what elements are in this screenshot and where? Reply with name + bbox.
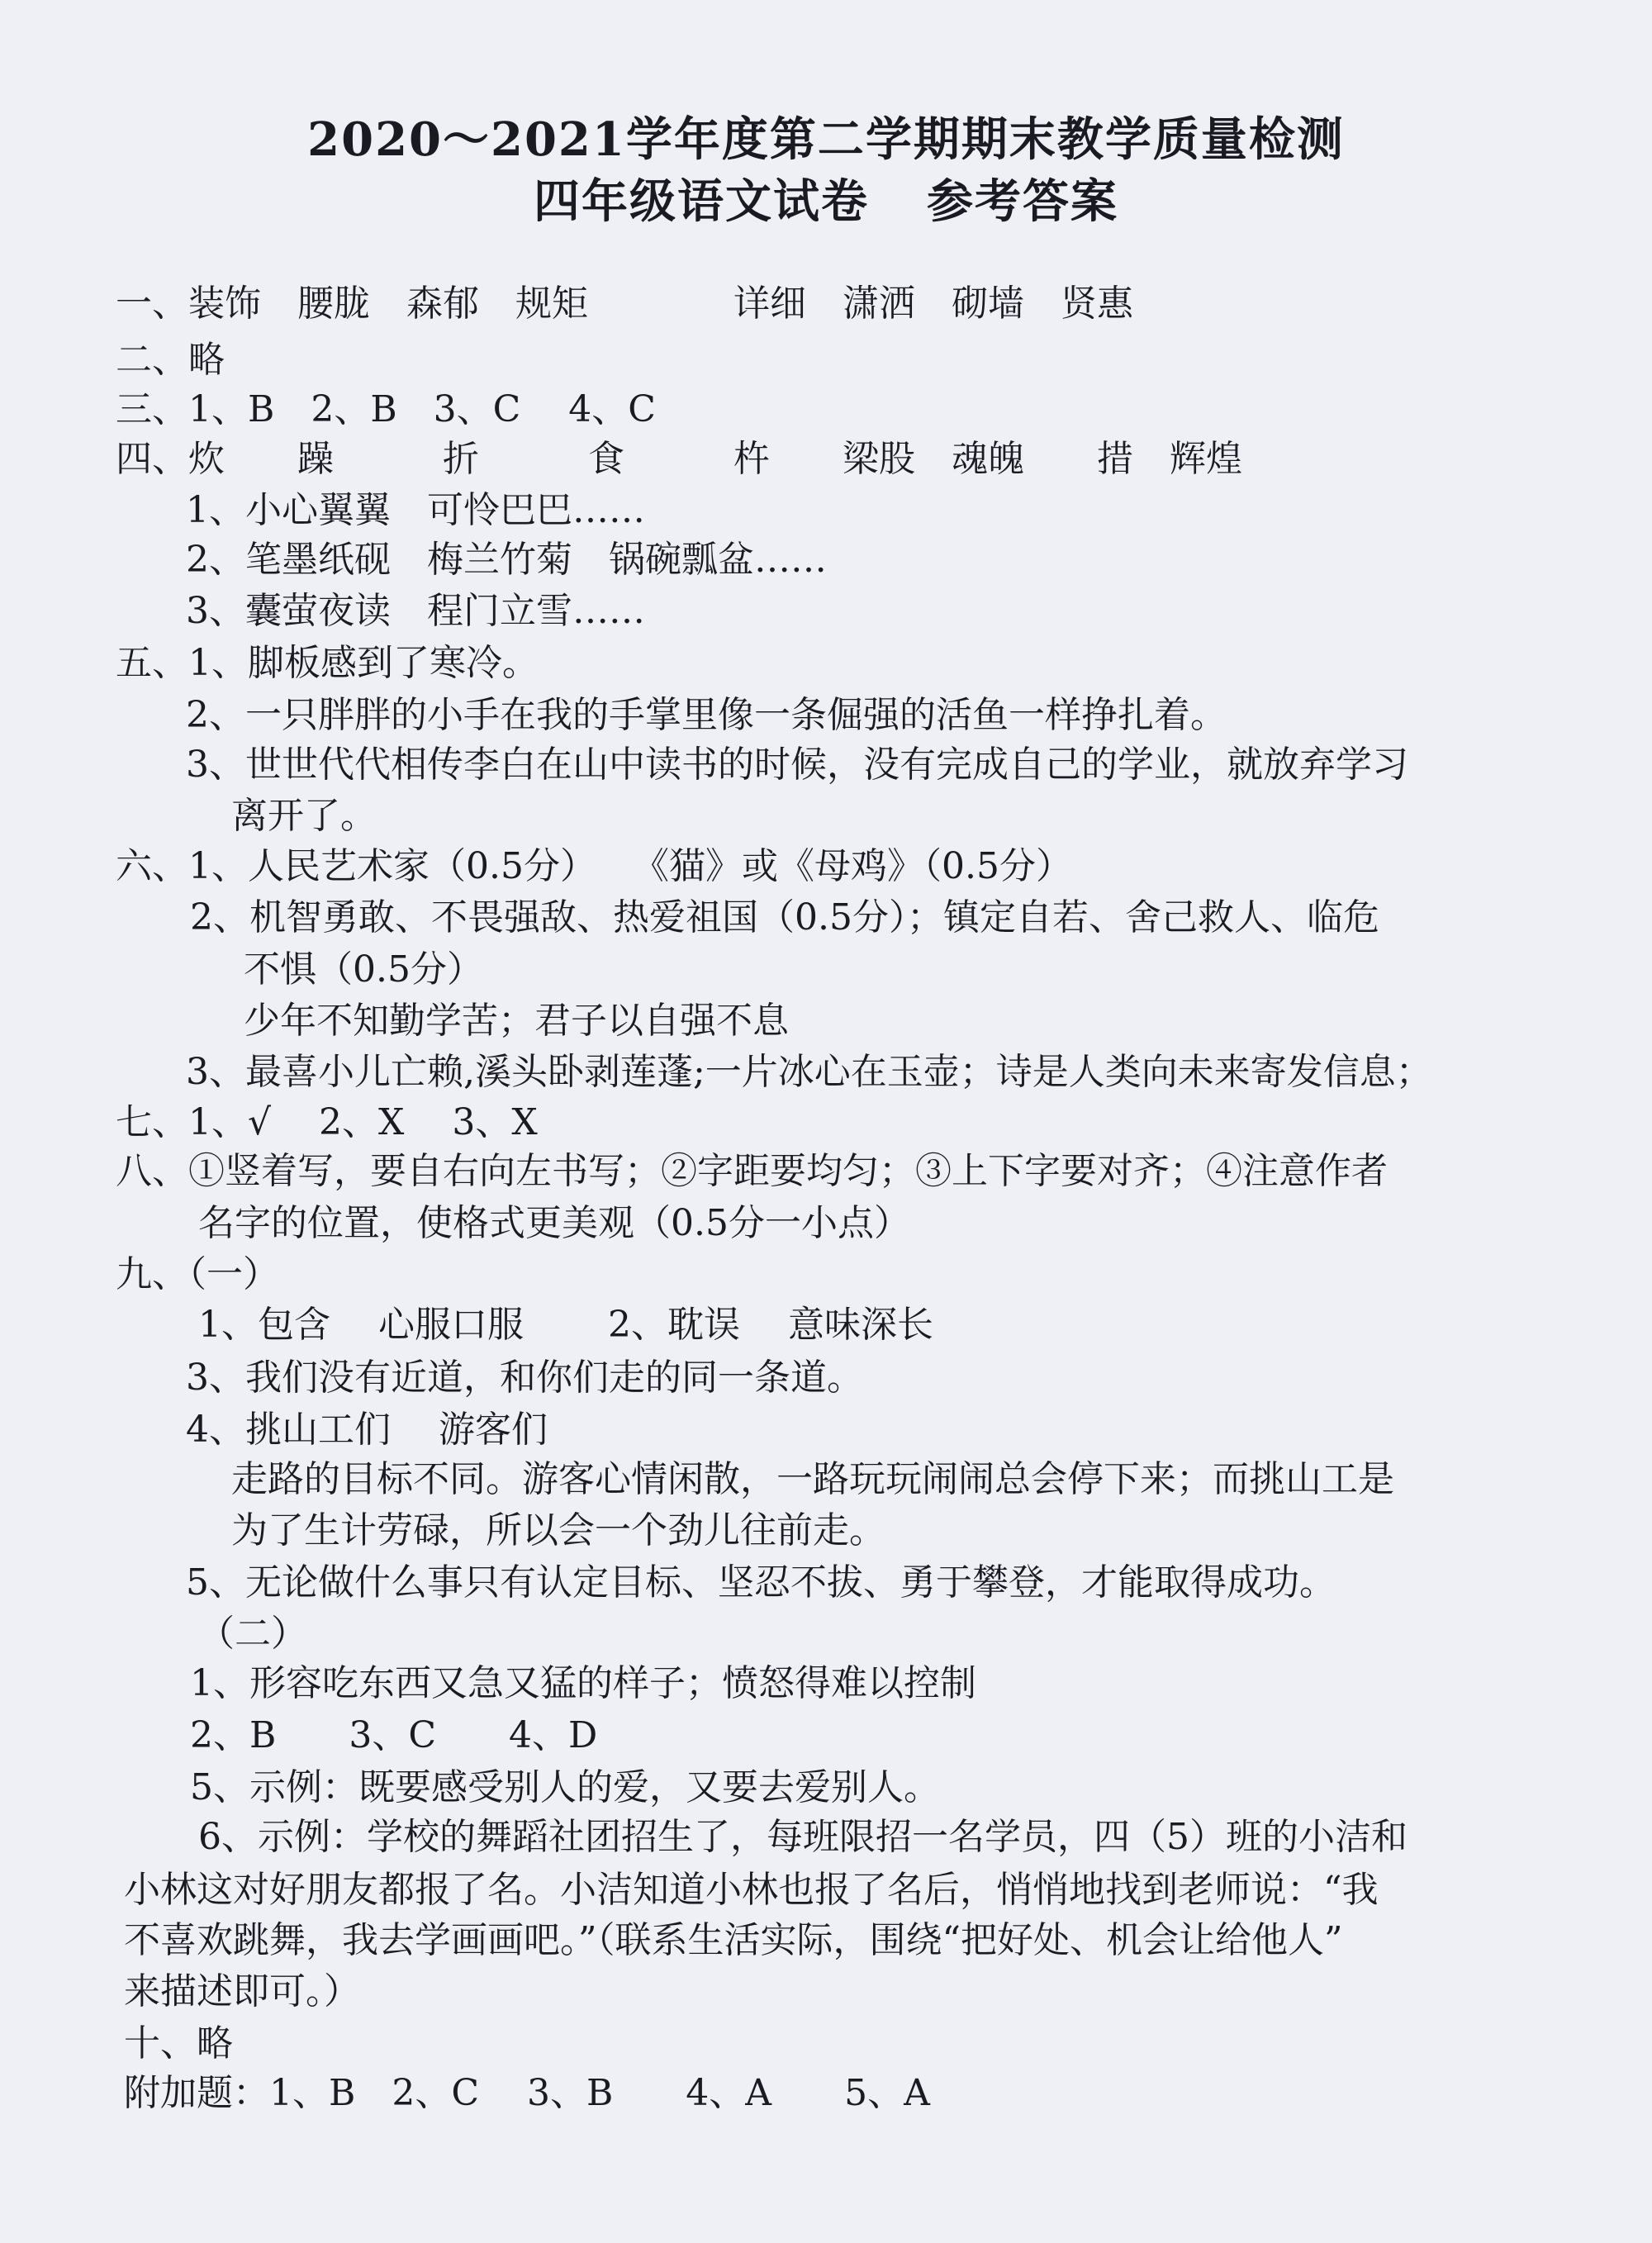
answer-line: 八、①竖着写，要自右向左书写；②字距要均匀；③上下字要对齐；④注意作者 bbox=[116, 1150, 1388, 1192]
exam-subtitle-answers: 参考答案 bbox=[927, 174, 1118, 229]
answer-line: 四、炊 躁 折 食 杵 梁股 魂魄 措 辉煌 bbox=[116, 438, 1242, 480]
exam-subtitle-paper: 四年级语文试卷 bbox=[534, 174, 869, 229]
answer-line: 2、一只胖胖的小手在我的手掌里像一条倔强的活鱼一样挣扎着。 bbox=[186, 694, 1227, 736]
answer-line: 小林这对好朋友都报了名。小洁知道小林也报了名后，悄悄地找到老师说：“我 bbox=[124, 1869, 1379, 1911]
answer-line: 1、形容吃东西又急又猛的样子；愤怒得难以控制 bbox=[190, 1662, 976, 1704]
answer-line: 走路的目标不同。游客心情闲散，一路玩玩闹闹总会停下来；而挑山工是 bbox=[231, 1458, 1394, 1500]
answer-line: 为了生计劳碌，所以会一个劲儿往前走。 bbox=[231, 1509, 885, 1552]
answer-line: 一、装饰 腰胧 森郁 规矩 详细 潇洒 砌墙 贤惠 bbox=[116, 283, 1133, 325]
answer-line: 3、囊萤夜读 程门立雪…… bbox=[186, 590, 645, 632]
exam-subtitle bbox=[0, 165, 1652, 231]
answer-line: 十、略 bbox=[124, 2022, 233, 2065]
answer-line: 不喜欢跳舞，我去学画画吧。”（联系生活实际，围绕“把好处、机会让给他人” bbox=[124, 1919, 1343, 1961]
answer-line: 5、示例：既要感受别人的爱，又要去爱别人。 bbox=[190, 1766, 940, 1808]
answer-line: 二、略 bbox=[116, 339, 225, 381]
answer-line: 来描述即可。） bbox=[124, 1970, 360, 2013]
answer-line: 六、1、人民艺术家（0.5分） 《猫》或《母鸡》（0.5分） bbox=[116, 845, 1072, 887]
answer-line: 离开了。 bbox=[231, 795, 377, 837]
answer-line: 2、机智勇敢、不畏强敌、热爱祖国（0.5分）；镇定自若、舍己救人、临危 bbox=[190, 896, 1379, 939]
answer-line: 七、1、√ 2、X 3、X bbox=[116, 1101, 538, 1143]
answer-line: 1、包含 心服口服 2、耽误 意味深长 bbox=[198, 1304, 933, 1346]
answer-line: 3、最喜小儿亡赖,溪头卧剥莲蓬;一片冰心在玉壶；诗是人类向未来寄发信息； bbox=[186, 1051, 1432, 1093]
answer-line: 五、1、脚板感到了寒冷。 bbox=[116, 642, 539, 684]
answer-line: 名字的位置，使格式更美观（0.5分一小点） bbox=[198, 1202, 910, 1244]
answer-line: 少年不知勤学苦；君子以自强不息 bbox=[244, 1000, 789, 1042]
answer-line: 6、示例：学校的舞蹈社团招生了，每班限招一名学员，四（5）班的小洁和 bbox=[198, 1816, 1408, 1858]
answer-line: 3、我们没有近道，和你们走的同一条道。 bbox=[186, 1357, 863, 1399]
answer-line: 1、小心翼翼 可怜巴巴…… bbox=[186, 489, 645, 531]
exam-title-text: 2020～2021学年度第二学期期末教学质量检测 bbox=[307, 112, 1345, 167]
answer-line: 2、笔墨纸砚 梅兰竹菊 锅碗瓢盆…… bbox=[186, 539, 827, 581]
answer-line: 4、挑山工们 游客们 bbox=[186, 1409, 548, 1451]
answer-line: 5、无论做什么事只有认定目标、坚忍不拔、勇于攀登，才能取得成功。 bbox=[186, 1561, 1336, 1604]
answer-line: 附加题：1、B 2、C 3、B 4、A 5、A bbox=[124, 2072, 930, 2114]
answer-line: 2、B 3、C 4、D bbox=[190, 1714, 598, 1756]
exam-title bbox=[0, 103, 1652, 169]
answer-line: 3、世世代代相传李白在山中读书的时候，没有完成自己的学业，就放弃学习 bbox=[186, 744, 1408, 786]
answer-line: 九、（一） bbox=[116, 1253, 279, 1295]
answer-line: 三、1、B 2、B 3、C 4、C bbox=[116, 388, 656, 430]
answer-line: 不惧（0.5分） bbox=[244, 948, 483, 991]
answer-line: （二） bbox=[198, 1613, 307, 1655]
